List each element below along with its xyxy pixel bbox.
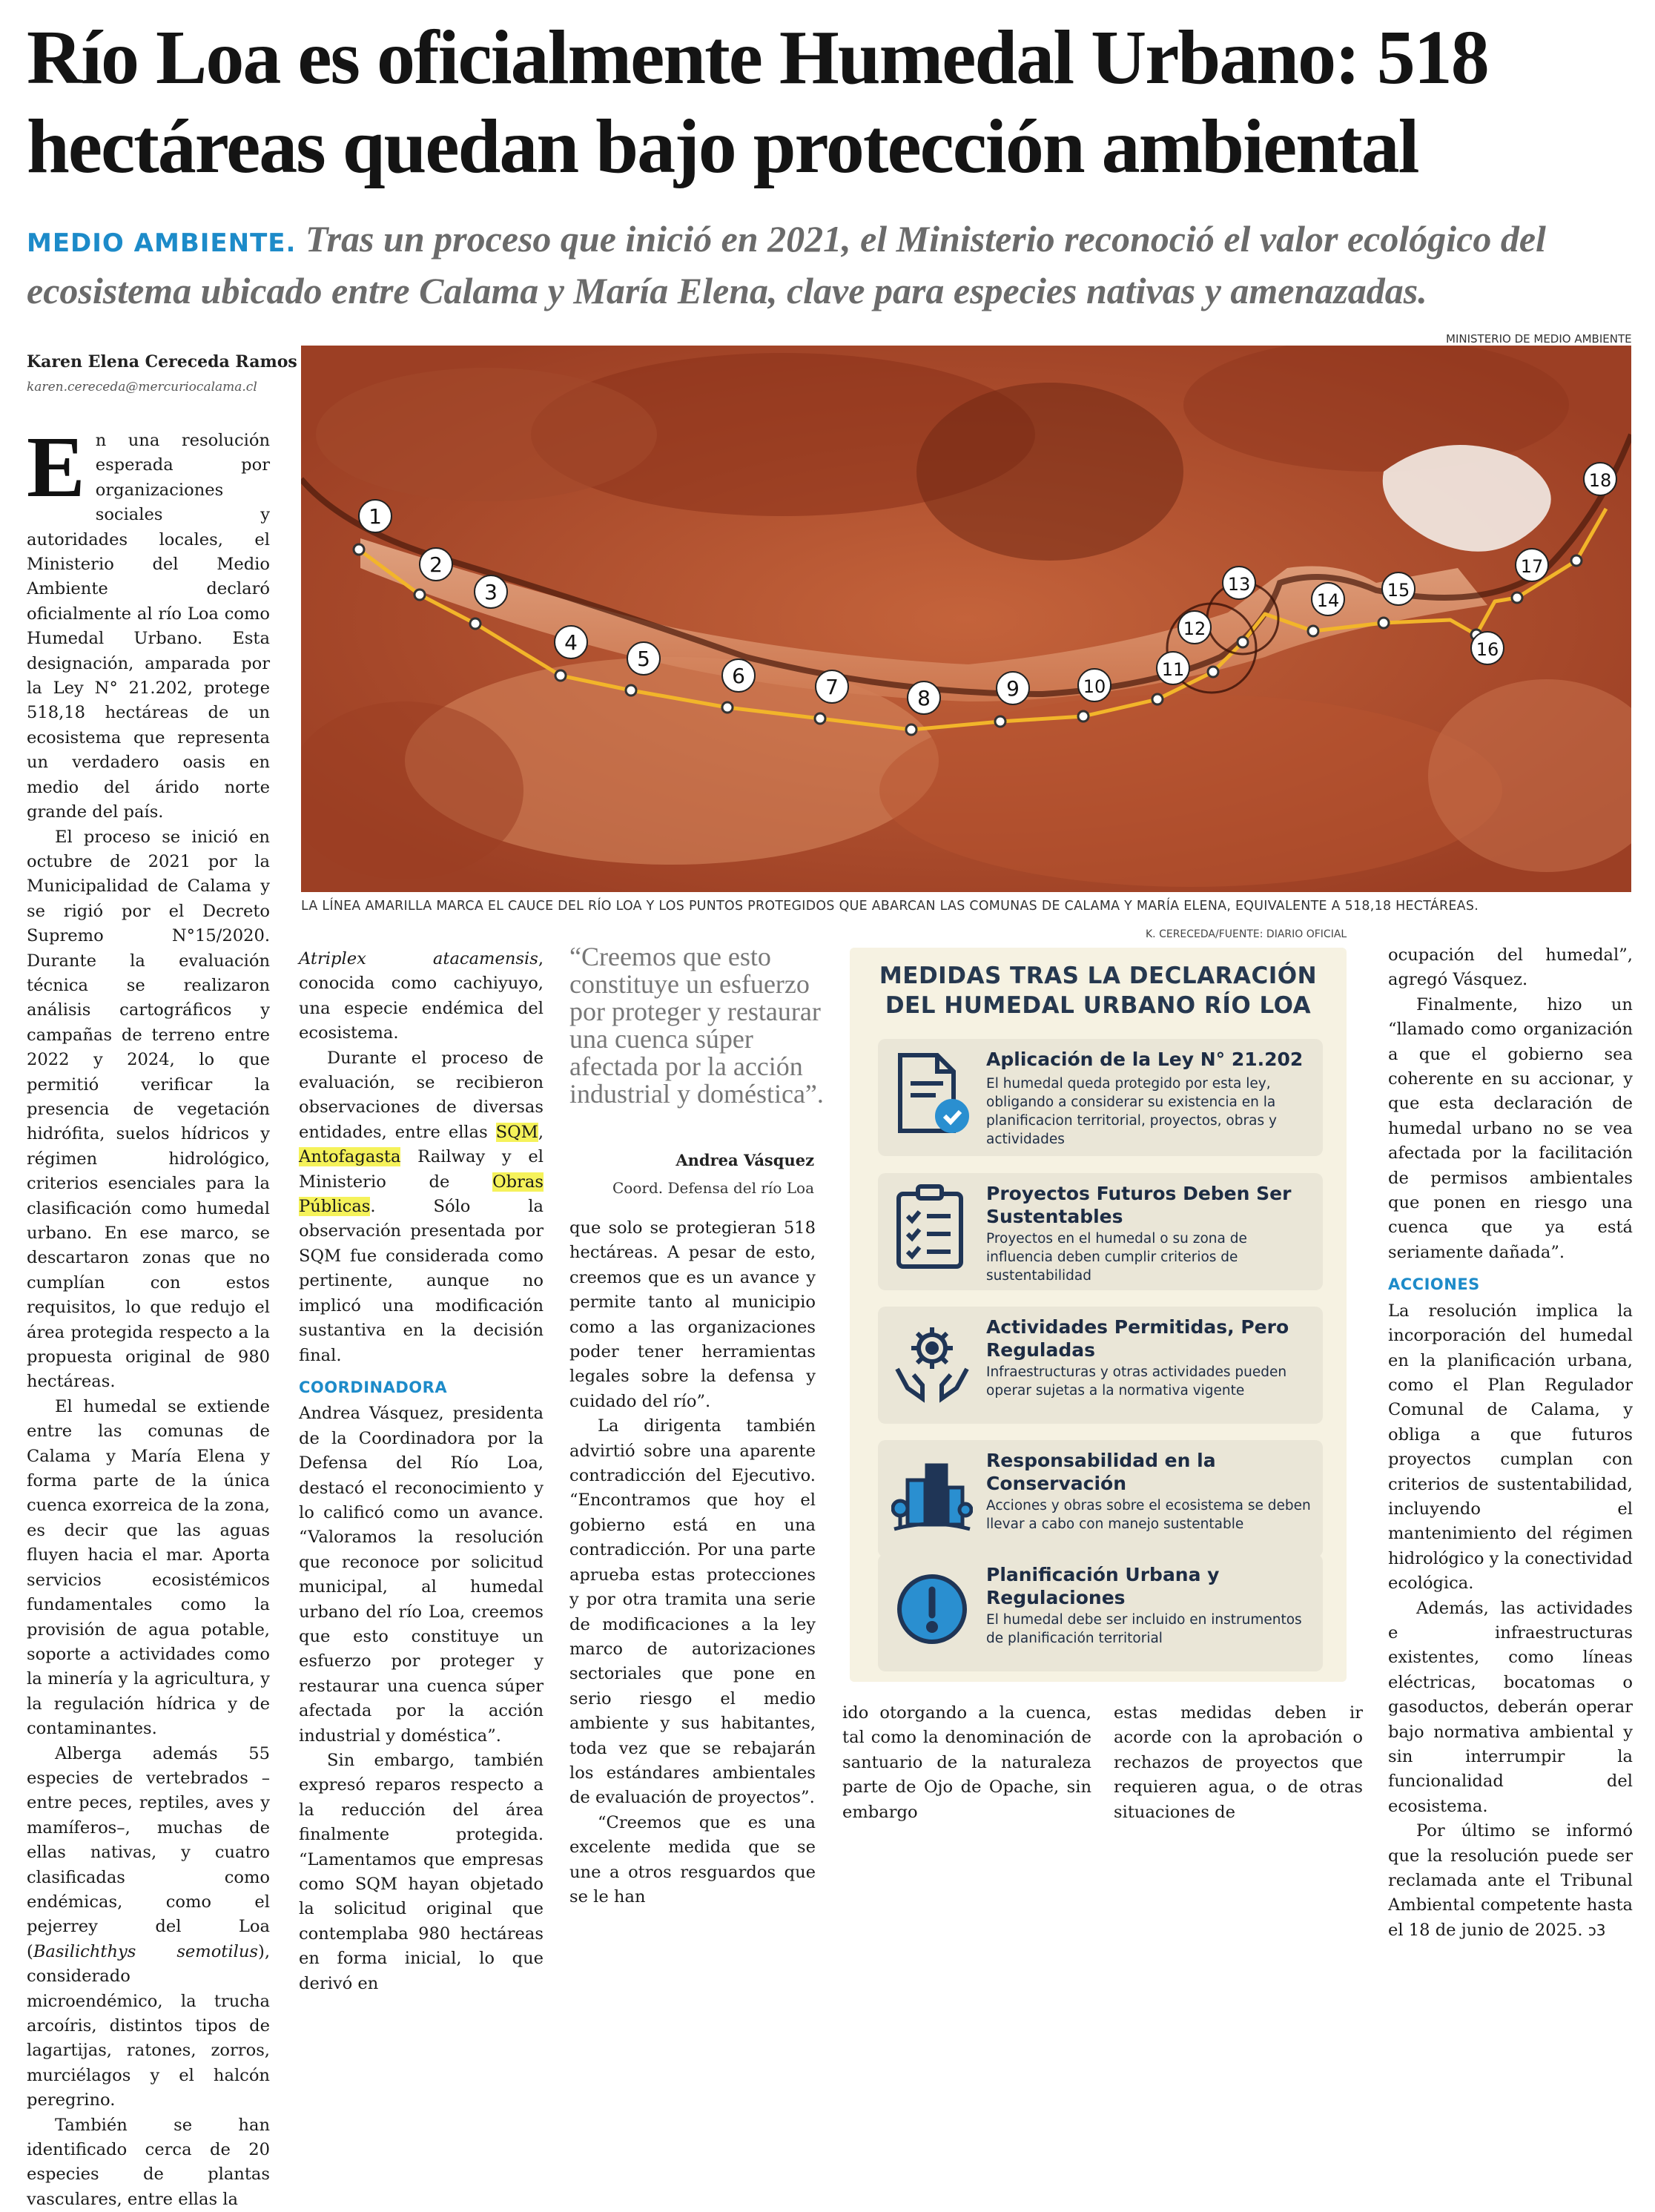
route-point-7 <box>815 713 825 724</box>
author-email[interactable]: karen.cereceda@mercuriocalama.cl <box>27 380 257 394</box>
measure-desc-3: Infraestructuras y otras actividades pueden operar sujetas a la normativa vigente <box>986 1364 1287 1399</box>
alert-icon <box>891 1565 973 1654</box>
headline <box>27 13 1636 191</box>
route-point-13 <box>1238 637 1248 647</box>
map-caption: LA LÍNEA AMARILLA MARCA EL CAUCE DEL RÍO LOA Y LOS PUNTOS PROTEGIDOS QUE ABARCAN LAS COMUNAS DE CALAMA Y MARÍA ELENA, EQUIVALENTE A 518,18 HECTÁREAS. <box>301 899 1479 914</box>
author-name: Karen Elena Cereceda Ramos <box>27 352 297 372</box>
paragraph-13: ocupación del humedal”, agregó Vásquez. <box>1388 945 1633 990</box>
route-label-5: 5 <box>637 647 650 671</box>
map-image <box>301 346 1631 892</box>
route-point-14 <box>1308 626 1318 636</box>
paragraph-10: que solo se protegieran 518 hectáreas. A pesar de esto, creemos que es un avance y permite tanto al municipio como a las organizaciones poder tener herramientas legales sobre la defensa y cuidado del río”. <box>569 1218 816 1411</box>
measure-desc-1: El humedal queda protegido por esta ley, obligando a considerar su existencia en la planificacion territorial, proyectos, obras y actividades <box>986 1076 1277 1147</box>
deck <box>27 215 1636 314</box>
paragraph-9: Sin embargo, también expresó reparos respecto a la reducción del área finalmente protegida. “Lamentamos que empresas como SQM hayan objetado la solicitud original que contemplaba 980 hectáreas en forma inicial, lo que derivó en <box>299 1751 544 1993</box>
route-point-10 <box>1078 711 1089 722</box>
measure-title-4: Responsabilidad en la Conservación <box>986 1450 1216 1494</box>
measure-desc-5: El humedal debe ser incluido en instrumentos de planificación territorial <box>986 1612 1302 1646</box>
route-point-6 <box>722 702 733 713</box>
subhead-coordinadora: COORDINADORA <box>299 1378 448 1396</box>
measure-title-1: Aplicación de la Ley N° 21.202 <box>986 1049 1304 1070</box>
paragraph-12: “Creemos que es una excelente medida que se une a otros resguardos que se le han <box>569 1812 816 1906</box>
route-label-1: 1 <box>369 504 382 529</box>
column-3 <box>569 1216 816 1909</box>
photo-credit: MINISTERIO DE MEDIO AMBIENTE <box>1446 332 1632 346</box>
satellite-map <box>301 346 1631 892</box>
paragraph-6: Atriplex atacamensis, conocida como cachiyuyo, una especie endémica del ecosistema. <box>299 949 544 1043</box>
route-point-12 <box>1208 667 1218 677</box>
subhead-acciones: ACCIONES <box>1388 1275 1480 1294</box>
route-point-8 <box>906 724 916 735</box>
paragraph-17: Por último se informó que la resolución puede ser reclamada ante el Tribunal Ambiental competente hasta el 18 de junio de 2025. ↄ3 <box>1388 1821 1633 1940</box>
measure-desc-2: Proyectos en el humedal o su zona de influencia deben cumplir criterios de sustentabilidad <box>986 1231 1247 1284</box>
route-label-6: 6 <box>732 664 745 688</box>
paragraph-4: Alberga además 55 especies de vertebrados –entre peces, reptiles, aves y mamíferos–, muchas de ellas nativas, y cuatro clasificadas como endémicas, como el pejerrey del Loa (Basilichthys semotilus), considerado microendémico, la trucha arcoíris, distintos tipos de lagartijas, ratones, zorros, murciélagos y el halcón peregrino. <box>27 1743 270 2110</box>
highlight-antofagasta: Antofagasta <box>299 1147 401 1167</box>
route-label-3: 3 <box>484 580 498 604</box>
pull-quote: “Creemos que esto constituye un esfuerzo por proteger y restaurar una cuenca súper afectada por la acción industrial y doméstica”. <box>569 942 824 1109</box>
route-point-15 <box>1378 618 1389 628</box>
species-name: Basilichthys semotilus <box>33 1941 258 1961</box>
map-credit: K. CERECEDA/FUENTE: DIARIO OFICIAL <box>1146 928 1347 940</box>
measure-title-3: Actividades Permitidas, Pero Reguladas <box>986 1316 1289 1361</box>
column-4-bottom: ido otorgando a la cuenca, tal como la denominación de santuario de la naturaleza parte de Ojo de Opache, sin embargo <box>842 1703 1091 1822</box>
route-label-10: 10 <box>1083 676 1106 697</box>
route-point-5 <box>626 685 636 696</box>
city-trees-icon <box>891 1450 973 1539</box>
paragraph-8: Andrea Vásquez, presidenta de la Coordinadora por la Defensa del Río Loa, destacó el reconocimiento y lo calificó como un avance. “Valoramos la resolución que reconoce por solicitud municipal, al humedal urbano del río Loa, creemos que esto constituye un esfuerzo por proteger y restaurar una cuenca súper afectada por la acción industrial y doméstica”. <box>299 1404 544 1746</box>
route-label-17: 17 <box>1520 556 1544 577</box>
measures-box <box>850 948 1347 1682</box>
paragraph-11: La dirigenta también advirtió sobre una aparente contradicción del Ejecutivo. “Encontramos que hoy el gobierno está en una contradicción. Por una parte aprueba estas protecciones y por otra tramita una serie de modificaciones a la ley marco de autorizaciones sectoriales que pone en serio riesgo el medio ambiente y sus habitantes, toda vez que se rebajarán los estándares ambientales de evaluación de proyectos”. <box>569 1416 816 1808</box>
route-label-14: 14 <box>1316 590 1340 611</box>
route-label-8: 8 <box>917 686 931 710</box>
paragraph-15: La resolución implica la incorporación del humedal en la planificación urbana, como el Plan Regulador Comunal de Calama, y obliga a que futuros proyectos cumplan con criterios de sustentabilidad, incluyendo el mantenimiento del régimen hidrológico y la conectividad ecológica. <box>1388 1301 1633 1594</box>
measure-card-5 <box>878 1554 1323 1671</box>
paragraph-5: También se han identificado cerca de 20 especies de plantas vasculares, entre ellas la <box>27 2115 270 2209</box>
measure-card-1 <box>878 1039 1323 1156</box>
gear-hands-icon <box>891 1317 973 1406</box>
paragraph-3: El humedal se extiende entre las comunas de Calama y María Elena y forma parte de la única cuenca exorreica de la zona, es decir que las aguas fluyen hacia el mar. Aporta servicios ecosistémicos fundamentales como la provisión de agua potable, soporte a actividades como la minería y la agricultura, y la regulación hídrica y de contaminantes. <box>27 1396 270 1739</box>
route-label-9: 9 <box>1006 676 1020 701</box>
document-check-icon <box>891 1049 973 1138</box>
dropcap: E <box>27 418 85 515</box>
route-point-11 <box>1152 694 1163 704</box>
checklist-icon <box>891 1183 973 1272</box>
headline-line-2: hectáreas quedan bajo protección ambiental <box>27 104 1418 189</box>
paragraph-7: Durante el proceso de evaluación, se recibieron observaciones de diversas entidades, entre ellas SQM, Antofagasta Railway y el Ministerio de Obras Públicas. Sólo la observación presentada por SQM fue considerada como pertinente, aunque no implicó una modificación sustantiva en la decisión final. <box>299 1048 544 1365</box>
paragraph-2: El proceso se inició en octubre de 2021 por la Municipalidad de Calama y se rigió por el Decreto Supremo N°15/2020. Durante la evaluación técnica se realizaron análisis cartográficos y campañas de terreno entre 2022 y 2024, lo que permitió verificar la presencia de vegetación hidrófita, suelos hídricos y régimen hidrológico, criterios esenciales para la clasificación como humedal urbano. En ese marco, se descartaron zonas que no cumplían con estos requisitos, lo que redujo el área protegida respecto a la propuesta original de 980 hectáreas. <box>27 827 270 1392</box>
route-point-9 <box>995 716 1005 727</box>
quote-role: Coord. Defensa del río Loa <box>612 1179 814 1197</box>
route-point-17 <box>1512 592 1522 603</box>
end-mark: ↄ3 <box>1588 1921 1606 1939</box>
quote-author: Andrea Vásquez <box>675 1151 814 1169</box>
measure-title-2: Proyectos Futuros Deben Ser Sustentables <box>986 1183 1292 1227</box>
highlight-sqm: SQM <box>495 1122 538 1142</box>
route-label-12: 12 <box>1183 618 1206 639</box>
route-label-16: 16 <box>1476 639 1499 660</box>
route-point-18 <box>1571 555 1582 566</box>
route-label-2: 2 <box>429 552 443 577</box>
deck-line-1: Tras un proceso que inició en 2021, el Ministerio reconoció el valor ecológico del <box>305 218 1546 260</box>
headline-line-1: Río Loa es oficialmente Humedal Urbano: 518 <box>27 15 1488 100</box>
paragraph-16: Además, las actividades e infraestructuras existentes, como líneas eléctricas, bocatomas o gasoductos, deberán operar bajo normativa ambiental y sin interrumpir la funcionalidad del ecosistema. <box>1388 1598 1633 1816</box>
column-6 <box>1388 943 1633 1943</box>
section-kicker: MEDIO AMBIENTE. <box>27 228 297 258</box>
paragraph-1: En una resolución esperada por organizaciones sociales y autoridades locales, el Ministerio del Medio Ambiente declaró oficialmente al río Loa como Humedal Urbano. Esta designación, amparada por la Ley N° 21.202, protege 518,18 hectáreas de un ecosistema que representa un verdadero oasis en medio del árido norte grande del país. <box>27 418 270 822</box>
column-1 <box>27 418 270 2212</box>
route-label-11: 11 <box>1161 659 1185 680</box>
measure-title-5: Planificación Urbana y Regulaciones <box>986 1564 1220 1608</box>
route-point-1 <box>354 544 364 555</box>
route-label-4: 4 <box>564 630 578 655</box>
measure-card-4 <box>878 1440 1323 1557</box>
measure-desc-4: Acciones y obras sobre el ecosistema se deben llevar a cabo con manejo sustentable <box>986 1498 1311 1532</box>
route-label-18: 18 <box>1588 470 1612 491</box>
route-point-3 <box>470 618 480 629</box>
deck-line-2: ecosistema ubicado entre Calama y María Elena, clave para especies nativas y amenazadas. <box>27 270 1427 311</box>
paragraph-14: Finalmente, hizo un “llamado como organización a que el gobierno sea coherente en su accionar, y que esta declaración de humedal urbano no se vea afectada por la facilitación de permisos ambientales que ponen en riesgo una cuenca que ya está seriamente dañada”. <box>1388 994 1633 1262</box>
highlight-obras-publicas: Obras Públicas <box>299 1172 544 1217</box>
route-point-2 <box>414 590 425 600</box>
route-point-4 <box>555 670 566 681</box>
route-label-7: 7 <box>825 675 839 699</box>
route-label-13: 13 <box>1227 574 1251 595</box>
measure-card-3 <box>878 1307 1323 1424</box>
measure-card-2 <box>878 1173 1323 1290</box>
box-title: MEDIDAS TRAS LA DECLARACIÓN DEL HUMEDAL URBANO RÍO LOA <box>879 963 1318 1019</box>
route-label-15: 15 <box>1387 580 1410 601</box>
column-5-bottom: estas medidas deben ir acorde con la aprobación o rechazos de proyectos que requieren agua, o de otras situaciones de <box>1114 1703 1363 1822</box>
column-2 <box>299 947 544 1996</box>
